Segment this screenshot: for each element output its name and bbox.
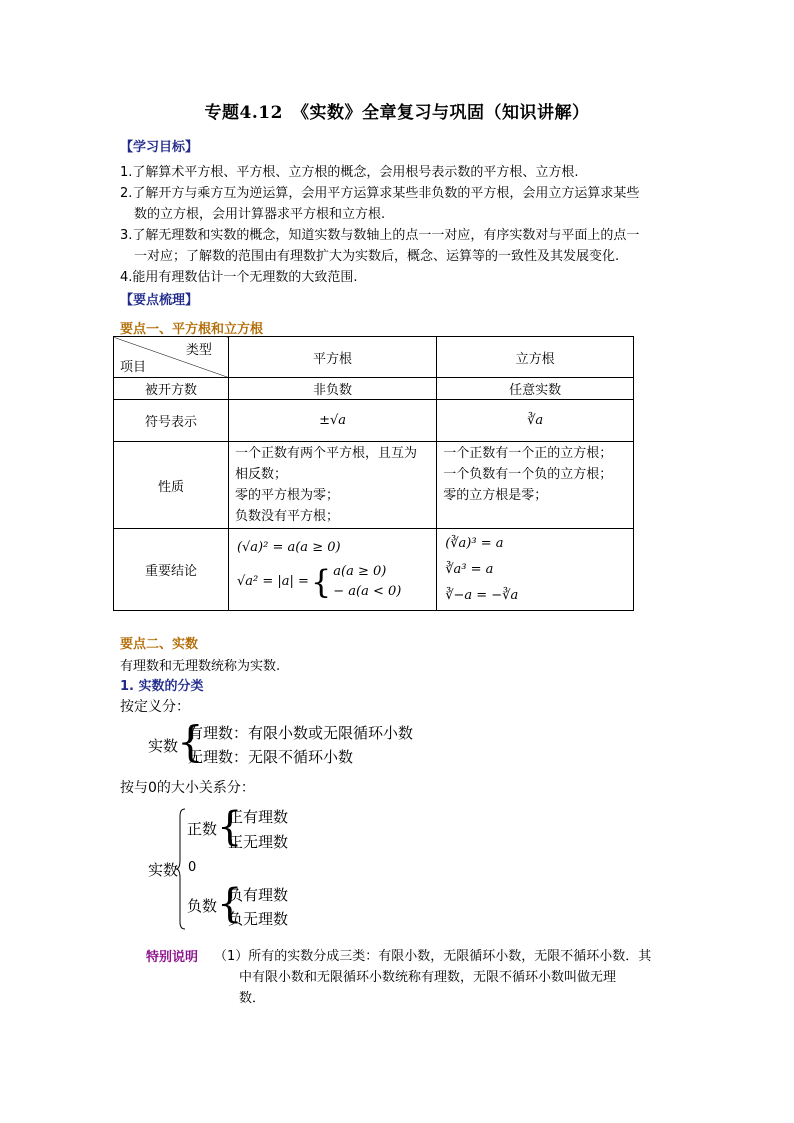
by-definition-label: 按定义分： [120,699,190,715]
point2-text: 有理数和无理数统称为实数. [120,659,281,674]
real-number-label: 实数 [148,861,179,879]
case-line: a(a ≥ 0) [333,563,387,579]
brace-icon: { [310,562,332,601]
conclusion-line: (√a)² = a(a ≥ 0) [236,539,341,555]
symbol-sqrt: ±√a [228,400,436,442]
piecewise-cases [333,562,401,602]
note-line: 中有限小数和无限循环小数统称有理数，无限不循环小数叫做无理 [239,970,617,985]
table-corner-cell [114,337,229,378]
goal-item: 1.了解算术平方根、平方根、立方根的概念，会用根号表示数的平方根、立方根. [120,165,579,180]
property-line: 负数没有平方根； [234,509,339,524]
row-header-symbol: 符号表示 [114,400,229,442]
property-sqrt [228,442,436,529]
row-header-property: 性质 [114,442,229,529]
positive-rational: 正有理数 [228,808,289,826]
note-label: 特别说明 [146,950,199,965]
property-line: 零的平方根为零； [234,488,339,503]
goal-item: 2.了解开方与乘方互为逆运算，会用平方运算求某些非负数的平方根，会用立方运算求某些 [120,186,640,201]
goal-item: 3.了解无理数和实数的概念，知道实数与数轴上的点一一对应，有序实数对与平面上的点一 [120,228,640,243]
negative-label: 负数 [187,897,218,915]
brace-icon: { [177,717,204,766]
goal-item: 一对应；了解数的范围由有理数扩大为实数后，概念、运算等的一致性及其发展变化. [134,249,620,264]
note-body [214,946,684,1009]
symbol-cbrt: ∛a [437,400,634,442]
col-header-sqrt: 平方根 [228,337,436,378]
goals-list [120,162,680,288]
row-header-conclusion: 重要结论 [114,529,229,611]
by-zero-label: 按与0的大小关系分： [120,780,255,796]
positive-irrational: 正无理数 [228,833,289,851]
brace-icon: { [217,881,243,927]
note-line: （1）所有的实数分成三类：有限小数，无限循环小数，无限不循环小数．其 [214,949,652,964]
page-title: 专题4.12 《实数》全章复习与巩固（知识讲解） [204,103,590,123]
conclusion-piecewise [237,562,435,602]
zero-label: 0 [188,860,197,875]
property-cbrt [437,442,634,529]
conclusion-piecewise-left: √a² = |a| = [236,573,309,589]
note-line: 数． [239,991,266,1006]
row-header-radicand: 被开方数 [114,378,229,400]
conclusion-line: ∛−a = −∛a [445,587,519,603]
conclusion-sqrt [228,529,436,611]
corner-type-label: 类型 [185,343,212,358]
goal-item: 数的立方根，会用计算器求平方根和立方根. [134,207,386,222]
property-line: 相反数； [234,467,287,482]
real-number-label: 实数 [148,737,179,755]
property-line: 零的立方根是零； [443,488,548,503]
sub1-heading: 1. 实数的分类 [120,679,204,694]
radicand-cbrt: 任意实数 [437,378,634,400]
irrational-definition: 无理数：无限不循环小数 [188,748,354,766]
rational-definition: 有理数：有限小数或无限循环小数 [188,724,414,742]
point2-heading: 要点二、实数 [120,637,199,652]
property-line: 一个正数有两个平方根，且互为 [234,446,417,461]
summary-heading: 【要点梳理】 [120,293,199,308]
corner-item-label: 项目 [120,360,147,375]
conclusion-line: ∛a³ = a [445,561,494,577]
big-brace-icon [176,808,184,930]
conclusion-cbrt [437,529,634,611]
conclusion-line: (∛a)³ = a [445,535,504,551]
col-header-cbrt: 立方根 [437,337,634,378]
property-line: 一个负数有一个负的立方根； [443,467,613,482]
goal-item: 4.能用有理数估计一个无理数的大致范围. [120,270,358,285]
brace-icon: { [217,804,243,850]
root-table [113,336,634,611]
case-line: − a(a < 0) [333,583,402,599]
goals-heading: 【学习目标】 [120,140,199,155]
point1-heading: 要点一、平方根和立方根 [120,322,264,337]
positive-label: 正数 [187,820,218,838]
property-line: 一个正数有一个正的立方根； [443,446,613,461]
negative-rational: 负有理数 [228,886,289,904]
negative-irrational: 负无理数 [228,910,289,928]
radicand-sqrt: 非负数 [228,378,436,400]
